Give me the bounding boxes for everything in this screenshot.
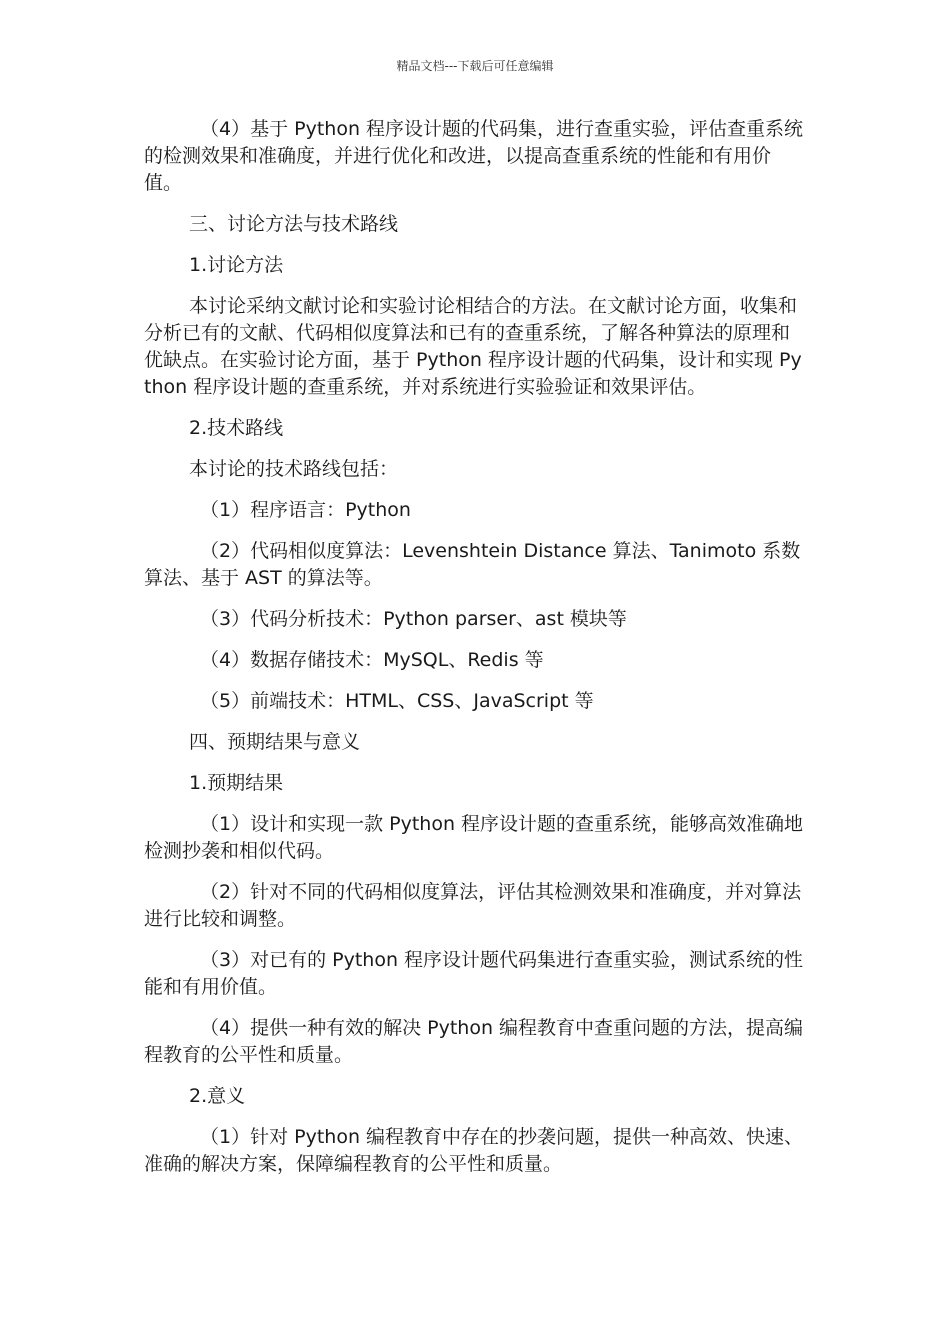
- subheading-technical-route: 2.技术路线: [189, 417, 284, 439]
- subheading-significance: 2.意义: [189, 1085, 246, 1107]
- list-item-result-1: （1）设计和实现一款 Python 程序设计题的查重系统，能够高效准确地检测抄袭和相似代码。: [144, 813, 804, 862]
- paragraph-research-method: 本讨论采纳文献讨论和实验讨论相结合的方法。在文献讨论方面，收集和分析已有的文献、代码相似度算法和已有的查重系统，了解各种算法的原理和优缺点。在实验讨论方面，基于 Python 程序设计题的代码集，设计和实现 Python 程序设计题的查重系统，并对系统进行实验验证和效果评估。: [144, 295, 802, 398]
- list-item-result-4: （4）提供一种有效的解决 Python 编程教育中查重问题的方法，提高编程教育的公平性和质量。: [144, 1017, 804, 1066]
- paragraph-objective-4: （4）基于 Python 程序设计题的代码集，进行查重实验，评估查重系统的检测效果和准确度，并进行优化和改进，以提高查重系统的性能和有用价值。: [144, 118, 804, 194]
- list-item-significance-1: （1）针对 Python 编程教育中存在的抄袭问题，提供一种高效、快速、准确的解决方案，保障编程教育的公平性和质量。: [144, 1126, 804, 1175]
- list-item-analysis: （3）代码分析技术：Python parser、ast 模块等: [200, 608, 627, 630]
- list-item-result-3: （3）对已有的 Python 程序设计题代码集进行查重实验，测试系统的性能和有用价值。: [144, 949, 804, 998]
- list-item-frontend: （5）前端技术：HTML、CSS、JavaScript 等: [200, 690, 594, 712]
- list-item-storage: （4）数据存储技术：MySQL、Redis 等: [200, 649, 544, 671]
- section-heading-methods: 三、讨论方法与技术路线: [189, 213, 399, 235]
- list-item-language: （1）程序语言：Python: [200, 499, 411, 521]
- section-heading-expected: 四、预期结果与意义: [189, 731, 361, 753]
- subheading-research-method: 1.讨论方法: [189, 254, 284, 276]
- page-header: 精品文档---下载后可任意编辑: [396, 59, 554, 73]
- document-body: [144, 116, 808, 1192]
- list-item-result-2: （2）针对不同的代码相似度算法，评估其检测效果和准确度，并对算法进行比较和调整。: [144, 881, 802, 930]
- paragraph-technical-route-intro: 本讨论的技术路线包括：: [189, 458, 399, 480]
- subheading-expected-results: 1.预期结果: [189, 772, 284, 794]
- list-item-algorithms: （2）代码相似度算法：Levenshtein Distance 算法、Tanimoto 系数算法、基于 AST 的算法等。: [144, 540, 801, 589]
